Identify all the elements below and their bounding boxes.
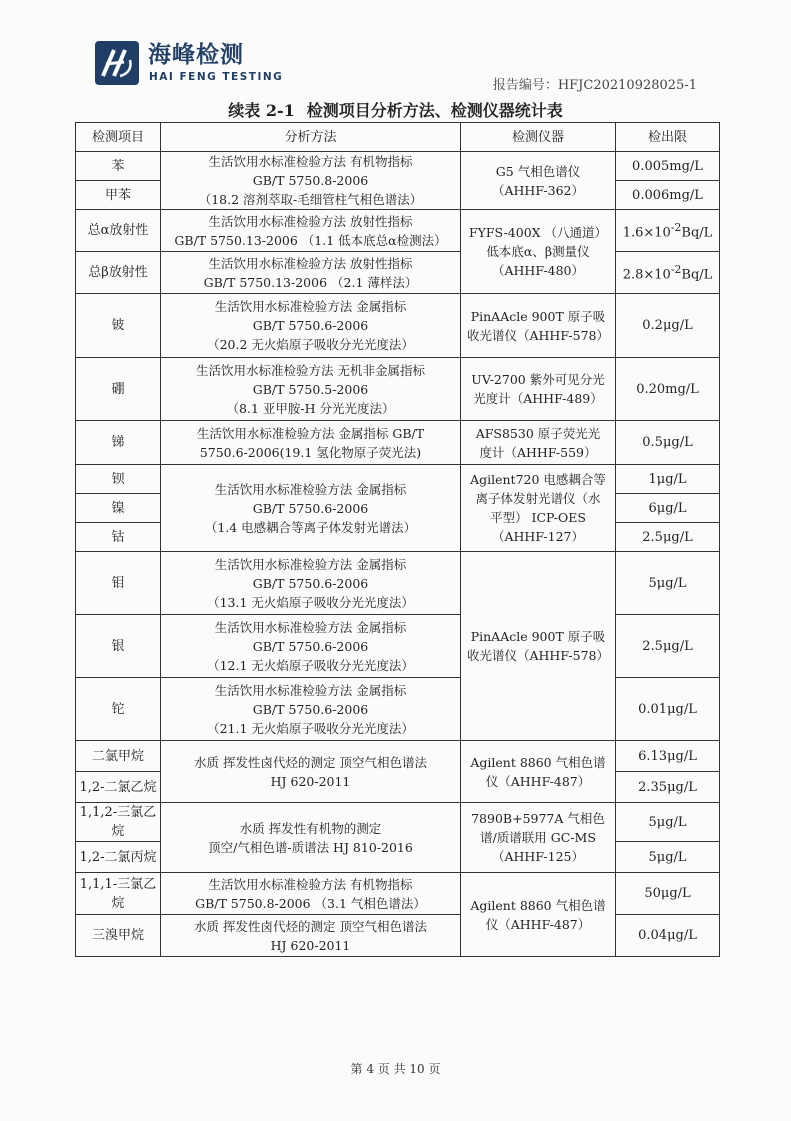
page-number: 第 4 页 共 10 页 <box>350 1062 441 1076</box>
limit-cell <box>616 252 720 294</box>
cell-line: 收光谱仪（AHHF-578） <box>466 327 610 343</box>
cell-line: Agilent 8860 气相色谱 <box>470 897 606 913</box>
cell-line: 水质 挥发性卤代烃的测定 顶空气相色谱法 <box>194 918 427 934</box>
instrument-cell <box>461 873 616 957</box>
cell-line: 仪（AHHF-487） <box>485 773 591 789</box>
table-header-row <box>76 123 720 152</box>
cell-line: （AHHF-480） <box>491 263 585 278</box>
cell-line: GB/T 5750.13-2006 （1.1 低本底总α检测法） <box>174 232 447 248</box>
cell-line: 生活饮用水标准检验方法 有机物指标 <box>208 876 413 892</box>
item-cell: 三溴甲烷 <box>76 915 161 957</box>
cell-line: （21.1 无火焰原子吸收分光光度法） <box>207 720 414 736</box>
method-cell <box>161 421 461 465</box>
cell-line: 度计（AHHF-559） <box>479 444 597 460</box>
cell-line: AFS8530 原子荧光光 <box>475 425 601 441</box>
method-cell <box>161 615 461 678</box>
instrument-cell <box>461 294 616 358</box>
limit-cell: 1μg/L <box>616 465 720 494</box>
cell-line: （18.2 溶剂萃取-毛细管柱气相色谱法） <box>198 192 423 207</box>
item-cell: 甲苯 <box>76 181 161 210</box>
item-cell: 二氯甲烷 <box>76 741 161 772</box>
report-number: 报告编号：HFJC20210928025-1 <box>492 78 697 93</box>
table-row <box>76 358 720 421</box>
cell-line: 水质 挥发性卤代烃的测定 顶空气相色谱法 <box>194 754 427 770</box>
table-row <box>76 552 720 615</box>
item-cell: 锑 <box>76 421 161 465</box>
instrument-cell <box>461 210 616 294</box>
item-cell: 钼 <box>76 552 161 615</box>
limit-cell: 6μg/L <box>616 494 720 523</box>
cell-line: 平型） ICP-OES <box>490 510 586 525</box>
limit-cell: 50μg/L <box>616 873 720 915</box>
method-cell <box>161 210 461 252</box>
cell-line: Agilent720 电感耦合等 <box>470 472 606 487</box>
cell-line: 生活饮用水标准检验方法 金属指标 <box>214 556 407 572</box>
table-row <box>76 741 720 772</box>
method-cell <box>161 294 461 358</box>
cell-line: GB/T 5750.6-2006 <box>252 318 369 333</box>
item-cell: 钴 <box>76 523 161 552</box>
cell-line: G5 气相色谱仪 <box>495 163 581 179</box>
item-cell: 1,2-二氯丙烷 <box>76 842 161 873</box>
cell-line: HJ 620-2011 <box>270 937 351 953</box>
limit-cell: 5μg/L <box>616 842 720 873</box>
cell-line: 光度计（AHHF-489） <box>473 391 603 406</box>
table-row <box>76 873 720 915</box>
cell-line: 收光谱仪（AHHF-578） <box>466 648 610 663</box>
cell-line: 5750.6-2006(19.1 氢化物原子荧光法) <box>199 444 422 460</box>
cell-line: （1.4 电感耦合等离子体发射光谱法） <box>204 519 417 535</box>
cell-line: （AHHF-127） <box>491 529 585 544</box>
cell-line: GB/T 5750.8-2006 （3.1 气相色谱法） <box>195 895 426 911</box>
method-cell <box>161 803 461 873</box>
item-cell: 镍 <box>76 494 161 523</box>
method-cell <box>161 873 461 915</box>
cell-line: （AHHF-362） <box>491 182 585 198</box>
limit-cell: 0.20mg/L <box>616 358 720 421</box>
item-cell: 钡 <box>76 465 161 494</box>
col-header-limit: 检出限 <box>616 123 720 152</box>
limit-cell: 0.006mg/L <box>616 181 720 210</box>
item-cell: 1,1,1-三氯乙烷 <box>76 873 161 915</box>
instrument-cell <box>461 152 616 210</box>
limit-exponent: -2 <box>670 221 682 235</box>
haifeng-logo-icon <box>94 40 140 86</box>
logo-chinese-name: 海峰检测 <box>148 42 244 68</box>
cell-line: （20.2 无火焰原子吸收分光光度法） <box>207 337 414 352</box>
method-cell <box>161 552 461 615</box>
limit-cell: 0.5μg/L <box>616 421 720 465</box>
limit-base: 1.6×10 <box>622 225 671 241</box>
cell-line: （12.1 无火焰原子吸收分光光度法） <box>207 657 414 673</box>
table-title <box>0 98 791 121</box>
cell-line: （AHHF-125） <box>491 849 585 864</box>
method-cell <box>161 741 461 803</box>
limit-cell: 2.35μg/L <box>616 772 720 803</box>
limit-cell: 5μg/L <box>616 552 720 615</box>
instrument-cell <box>461 358 616 421</box>
limit-unit: Bq/L <box>681 267 713 283</box>
item-cell: 总β放射性 <box>76 252 161 294</box>
cell-line: 7890B+5977A 气相色 <box>471 811 605 826</box>
cell-line: 生活饮用水标准检验方法 金属指标 <box>214 299 407 314</box>
cell-line: 生活饮用水标准检验方法 金属指标 <box>214 481 407 497</box>
method-cell <box>161 152 461 210</box>
instrument-cell <box>461 465 616 552</box>
limit-cell: 2.5μg/L <box>616 615 720 678</box>
cell-line: FYFS-400X （八通道） <box>468 225 608 240</box>
table-row <box>76 803 720 842</box>
cell-line: 生活饮用水标准检验方法 有机物指标 <box>208 154 413 169</box>
table-row <box>76 294 720 358</box>
instrument-cell <box>461 741 616 803</box>
method-cell <box>161 678 461 741</box>
limit-cell: 0.04μg/L <box>616 915 720 957</box>
cell-line: 离子体发射光谱仪（水 <box>475 491 601 506</box>
limit-cell: 0.005mg/L <box>616 152 720 181</box>
limit-cell <box>616 210 720 252</box>
cell-line: 水质 挥发性有机物的测定 <box>239 820 382 836</box>
limit-cell: 5μg/L <box>616 803 720 842</box>
table-number: 续表 2-1 <box>228 101 295 120</box>
table-row <box>76 915 720 957</box>
method-cell <box>161 465 461 552</box>
limit-base: 2.8×10 <box>622 267 671 283</box>
cell-line: GB/T 5750.6-2006 <box>252 500 369 516</box>
cell-line: 顶空/气相色谱-质谱法 HJ 810-2016 <box>208 839 413 855</box>
cell-line: 谱/质谱联用 GC-MS <box>480 830 596 845</box>
cell-line: HJ 620-2011 <box>270 773 351 789</box>
limit-cell: 0.2μg/L <box>616 294 720 358</box>
cell-line: PinAAcle 900T 原子吸 <box>470 308 606 324</box>
logo-english-name: HAI FENG TESTING <box>149 71 284 83</box>
item-cell: 1,1,2-三氯乙烷 <box>76 803 161 842</box>
cell-line: 生活饮用水标准检验方法 金属指标 <box>214 682 407 698</box>
method-cell <box>161 358 461 421</box>
item-cell: 总α放射性 <box>76 210 161 252</box>
instrument-cell <box>461 421 616 465</box>
item-cell: 银 <box>76 615 161 678</box>
item-cell: 硼 <box>76 358 161 421</box>
table-row <box>76 421 720 465</box>
instrument-cell <box>461 803 616 873</box>
item-cell: 铍 <box>76 294 161 358</box>
table-row <box>76 152 720 181</box>
limit-cell: 0.01μg/L <box>616 678 720 741</box>
limit-exponent: -2 <box>670 263 682 277</box>
cell-line: 仪（AHHF-487） <box>485 916 591 932</box>
method-cell <box>161 915 461 957</box>
table-row <box>76 252 720 294</box>
cell-line: 生活饮用水标准检验方法 无机非金属指标 <box>196 362 425 378</box>
cell-line: GB/T 5750.5-2006 <box>252 381 369 397</box>
table-row <box>76 615 720 678</box>
cell-line: GB/T 5750.6-2006 <box>252 638 369 654</box>
method-cell <box>161 252 461 294</box>
cell-line: PinAAcle 900T 原子吸 <box>470 629 606 644</box>
col-header-item: 检测项目 <box>76 123 161 152</box>
item-cell: 铊 <box>76 678 161 741</box>
table-row <box>76 465 720 494</box>
item-cell: 1,2-二氯乙烷 <box>76 772 161 803</box>
cell-line: 低本底α、β测量仪 <box>486 244 590 259</box>
cell-line: 生活饮用水标准检验方法 金属指标 GB/T <box>196 425 425 441</box>
table-row <box>76 678 720 741</box>
cell-line: GB/T 5750.6-2006 <box>252 701 369 717</box>
cell-line: UV-2700 紫外可见分光 <box>471 372 605 387</box>
method-instrument-table <box>75 122 720 957</box>
table-row <box>76 210 720 252</box>
cell-line: GB/T 5750.8-2006 <box>252 173 369 188</box>
limit-unit: Bq/L <box>681 225 713 241</box>
item-cell: 苯 <box>76 152 161 181</box>
col-header-method: 分析方法 <box>161 123 461 152</box>
cell-line: （8.1 亚甲胺-H 分光光度法） <box>226 400 395 416</box>
cell-line: GB/T 5750.6-2006 <box>252 575 369 591</box>
cell-line: GB/T 5750.13-2006 （2.1 薄样法） <box>203 274 418 290</box>
cell-line: Agilent 8860 气相色谱 <box>470 754 606 770</box>
table-caption: 检测项目分析方法、检测仪器统计表 <box>306 101 563 120</box>
limit-cell: 6.13μg/L <box>616 741 720 772</box>
cell-line: 生活饮用水标准检验方法 金属指标 <box>214 619 407 635</box>
col-header-instrument: 检测仪器 <box>461 123 616 152</box>
limit-cell: 2.5μg/L <box>616 523 720 552</box>
instrument-cell <box>461 552 616 741</box>
cell-line: 生活饮用水标准检验方法 放射性指标 <box>208 255 413 271</box>
cell-line: （13.1 无火焰原子吸收分光光度法） <box>207 594 414 610</box>
company-logo <box>94 40 284 88</box>
cell-line: 生活饮用水标准检验方法 放射性指标 <box>208 213 413 229</box>
